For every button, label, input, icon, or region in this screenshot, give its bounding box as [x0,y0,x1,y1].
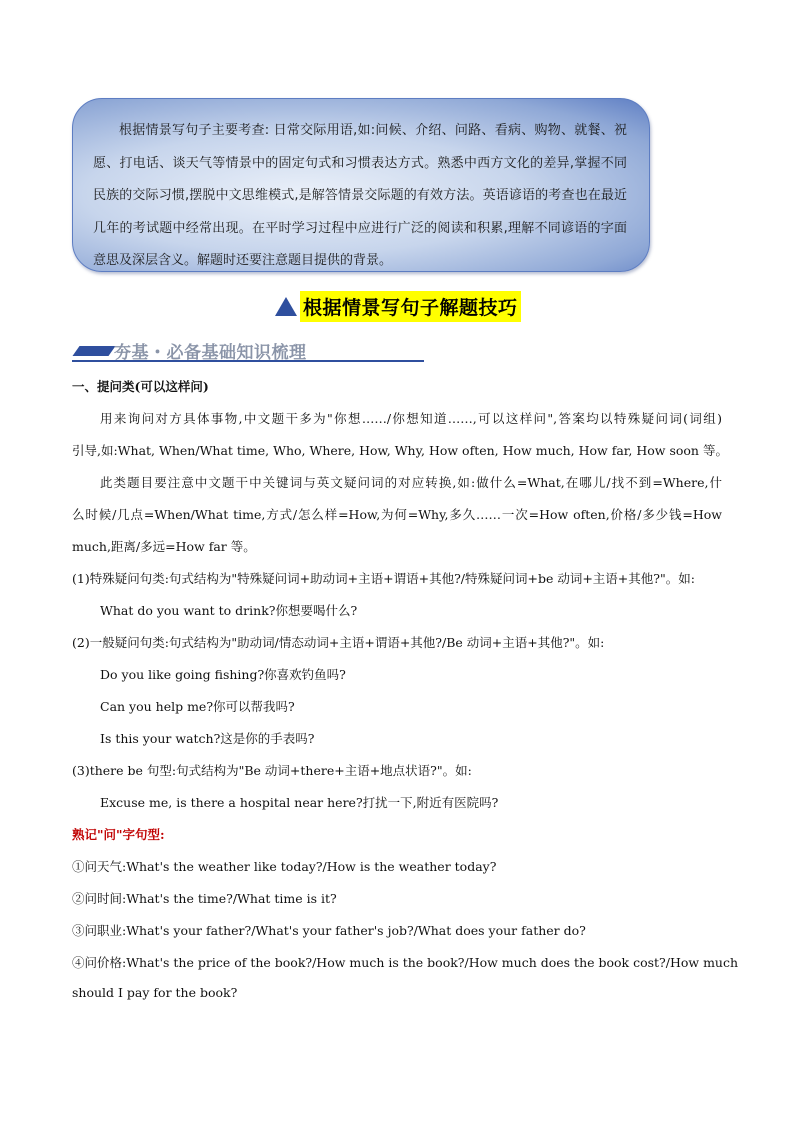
p2-line3: much,距离/多远=How far 等。 [72,539,256,554]
section-heading: 夯基・必备基础知识梳理 [114,343,307,363]
item2: (2)一般疑问句类:句式结构为"助动词/情态动词+主语+谓语+其他?/Be 动词+主语+其他?"。如: [72,635,605,650]
item3-example: Excuse me, is there a hospital near here?打扰一下,附近有医院吗? [100,795,499,810]
memo-3: ③问职业:What's your father?/What's your father's job?/What does your father do? [72,923,586,938]
triangle-icon [275,297,297,316]
page-title [275,291,521,321]
memo-4-line2: should I pay for the book? [72,985,238,1000]
item1: (1)特殊疑问句类:句式结构为"特殊疑问词+助动词+主语+谓语+其他?/特殊疑问词+be 动词+主语+其他?"。如: [72,571,695,586]
item2-example-2: Can you help me?你可以帮我吗? [100,699,295,714]
p1-line1: 用来询问对方具体事物,中文题干多为"你想……/你想知道……,可以这样问",答案均以特殊疑问词(词组) [100,411,722,426]
p2-line2: 么时候/几点=When/What time,方式/怎么样=How,为何=Why,多久……一次=How often,价格/多少钱=How [72,507,722,522]
p1-line2: 引导,如:What, When/What time, Who, Where, How, Why, How often, How much, How far, How soon 等。 [72,443,728,458]
item2-example-3: Is this your watch?这是你的手表吗? [100,731,315,746]
section-header [72,338,424,362]
memo-4-line1: ④问价格:What's the price of the book?/How much is the book?/How much does the book cost?/How much [72,955,739,970]
part1-heading: 一、提问类(可以这样问) [72,379,209,394]
section-bar-icon [72,346,115,356]
intro-box: 根据情景写句子主要考查: 日常交际用语,如:问候、介绍、问路、看病、购物、就餐、祝愿、打电话、谈天气等情景中的固定句式和习惯表达方式。熟悉中西方文化的差异,掌握不同民族的交际习惯,摆脱中文思维模式,是解答情景交际题的有效方法。英语谚语的考查也在最近几年的考试题中经常出现。在平时学习过程中应进行广泛的阅读和积累,理解不同谚语的字面意思及深层含义。解题时还要注意题目提供的背景。 [72,98,650,272]
memo-2: ②问时间:What's the time?/What time is it? [72,891,337,906]
memo-heading: 熟记"问"字句型: [72,827,165,842]
memo-1: ①问天气:What's the weather like today?/How is the weather today? [72,859,497,874]
item2-example-1: Do you like going fishing?你喜欢钓鱼吗? [100,667,346,682]
p2-line1: 此类题目要注意中文题干中关键词与英文疑问词的对应转换,如:做什么=What,在哪儿/找不到=Where,什 [100,475,722,490]
title-text: 根据情景写句子解题技巧 [300,291,521,322]
item1-example: What do you want to drink?你想要喝什么? [100,603,358,618]
item3: (3)there be 句型:句式结构为"Be 动词+there+主语+地点状语?"。如: [72,763,472,778]
